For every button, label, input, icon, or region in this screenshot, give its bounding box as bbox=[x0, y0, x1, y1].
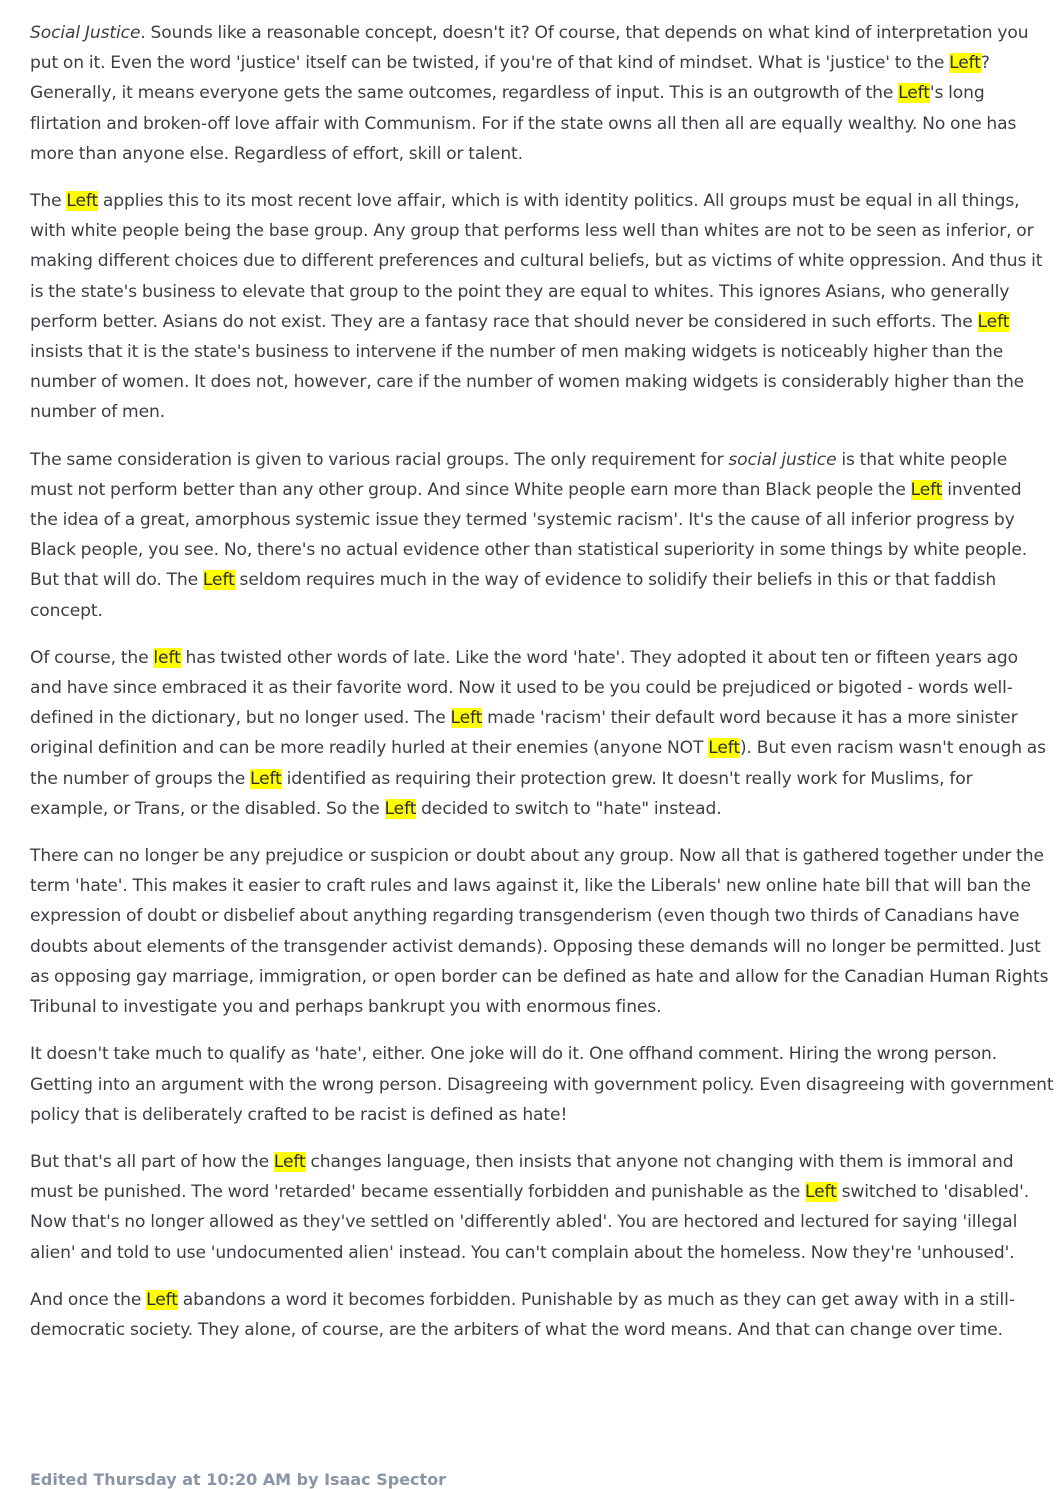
text-run: ). But even racism wasn't enough as the number of groups the bbox=[30, 738, 1046, 789]
text-run: But that's all part of how the bbox=[30, 1151, 274, 1172]
text-run: decided to switch to "hate" instead. bbox=[416, 798, 722, 819]
text-run: applies this to its most recent love affair, which is with identity politics. All groups must be equal in all things, with white people being the base group. Any group that performs less well than whites are not to be seen as inferior, or making different choices due to different preferences and cultural beliefs, but as victims of white oppression. And thus it is the state's business to elevate that group to the point they are equal to whites. This ignores Asians, who generally perform better. Asians do not exist. They are a fantasy race that should never be considered in such efforts. The bbox=[30, 191, 1043, 332]
paragraph bbox=[30, 841, 1054, 1022]
highlighted-term: Left bbox=[384, 798, 417, 819]
paragraph bbox=[30, 186, 1054, 428]
emphasized-text: Social Justice bbox=[30, 23, 141, 43]
text-run: The same consideration is given to various racial groups. The only requirement for bbox=[30, 449, 729, 470]
highlighted-term: left bbox=[153, 647, 181, 668]
text-run: insists that it is the state's business to intervene if the number of men making widgets is noticeably higher than the number of women. It does not, however, care if the number of women making widgets is considerably higher than the number of men. bbox=[30, 342, 1025, 423]
highlighted-term: Left bbox=[450, 708, 483, 729]
text-run: made 'racism' their default word because it has a more sinister original definition and can be more readily hurled at their enemies (anyone NOT bbox=[30, 708, 1018, 759]
highlighted-term: Left bbox=[708, 738, 740, 759]
text-run: It doesn't take much to qualify as 'hate', either. One joke will do it. One offhand comment. Hiring the wrong person. Getting into an argument with the wrong person. Disagreeing with government policy. Even disagreeing with government policy that is deliberately crafted to be racist is defined as hate! bbox=[30, 1044, 1054, 1125]
text-run: switched to 'disabled'. Now that's no longer allowed as they've settled on 'differently abled'. You are hectored and lectured for saying 'illegal alien' and told to use 'undocumented alien' instead. You can't complain about the homeless. Now they're 'unhoused'. bbox=[30, 1182, 1030, 1263]
edited-note: Edited Thursday at 10:20 AM by Isaac Spector bbox=[30, 1470, 447, 1489]
text-run: changes language, then insists that anyone not changing with them is immoral and must be punished. The word 'retarded' became essentially forbidden and punishable as the bbox=[30, 1151, 1014, 1203]
text-run: identified as requiring their protection grew. It doesn't really work for Muslims, for example, or Trans, or the disabled. So the bbox=[30, 768, 973, 819]
paragraph bbox=[30, 1285, 1054, 1345]
paragraph bbox=[30, 18, 1054, 169]
highlighted-term: Left bbox=[949, 53, 981, 74]
highlighted-term: Left bbox=[250, 768, 282, 789]
paragraph bbox=[30, 445, 1054, 626]
paragraph bbox=[30, 1147, 1054, 1268]
highlighted-term: Left bbox=[202, 570, 235, 591]
paragraph bbox=[30, 643, 1054, 824]
text-run: invented the idea of a great, amorphous systemic issue they termed 'systemic racism'. It's the cause of all inferior progress by Black people, you see. No, there's no actual evidence other than statistical superiority in some things by white people. But that will do. The bbox=[30, 479, 1028, 591]
text-run: . Sounds like a reasonable concept, doesn't it? Of course, that depends on what kind of interpretation you put on it. Even the word 'justice' itself can be twisted, if you're of that kind of mindset. What is 'justice' to the bbox=[30, 23, 1029, 74]
highlighted-term: Left bbox=[977, 311, 1010, 332]
text-run: abandons a word it becomes forbidden. Punishable by as much as they can get away with in a still-democratic society. They alone, of course, are the arbiters of what the word means. And that can change over time. bbox=[30, 1289, 1015, 1340]
text-run: has twisted other words of late. Like the word 'hate'. They adopted it about ten or fifteen years ago and have since embraced it as their favorite word. Now it used to be you could be prejudiced or bigoted - words well-defined in the dictionary, but no longer used. The bbox=[30, 647, 1018, 729]
paragraph bbox=[30, 1039, 1054, 1130]
text-run: And once the bbox=[30, 1289, 147, 1310]
text-run: The bbox=[30, 191, 67, 212]
highlighted-term: Left bbox=[273, 1151, 306, 1172]
article-body bbox=[30, 18, 1054, 1362]
highlighted-term: Left bbox=[804, 1182, 837, 1203]
highlighted-term: Left bbox=[66, 191, 99, 212]
highlighted-term: Left bbox=[146, 1289, 178, 1310]
text-run: Of course, the bbox=[30, 647, 154, 668]
text-run: There can no longer be any prejudice or suspicion or doubt about any group. Now all that is gathered together under the term 'hate'. This makes it easier to craft rules and laws against it, like the Liberals' new online hate bill that will ban the expression of doubt or disbelief about anything regarding transgenderism (even though two thirds of Canadians have doubts about elements of the transgender activist demands). Opposing these demands will no longer be permitted. Just as opposing gay marriage, immigration, or open border can be defined as hate and allow for the Canadian Human Rights Tribunal to investigate you and perhaps bankrupt you with enormous fines. bbox=[30, 846, 1049, 1018]
emphasized-text: social justice bbox=[728, 449, 837, 470]
text-run: 's long flirtation and broken-off love affair with Communism. For if the state owns all then all are equally wealthy. No one has more than anyone else. Regardless of effort, skill or talent. bbox=[30, 83, 1017, 164]
text-run: ? Generally, it means everyone gets the same outcomes, regardless of input. This is an outgrowth of the bbox=[30, 53, 990, 104]
highlighted-term: Left bbox=[898, 83, 930, 104]
highlighted-term: Left bbox=[910, 479, 943, 500]
text-run: seldom requires much in the way of evidence to solidify their beliefs in this or that faddish concept. bbox=[30, 570, 997, 621]
text-run: is that white people must not perform better than any other group. And since White people earn more than Black people the bbox=[30, 449, 1008, 500]
